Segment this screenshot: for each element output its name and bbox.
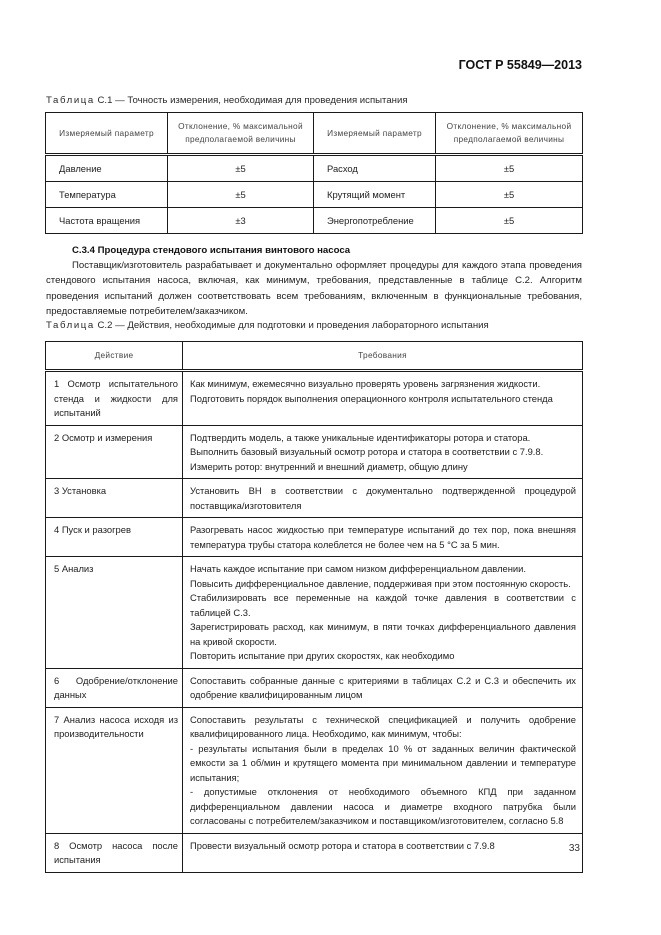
caption-label: Таблица xyxy=(46,95,95,106)
parameter-cell: Давление xyxy=(46,155,168,182)
table-header-row xyxy=(46,342,583,371)
requirement-line: Разогревать насос жидкостью при температуре испытаний до тех пор, пока внешняя температура трубы статора колеблется не более чем на 5 °С за 5 мин. xyxy=(190,524,576,550)
requirement-line: Провести визуальный осмотр ротора и статора в соответствии с 7.9.8 xyxy=(190,839,495,851)
requirement-line: Повысить дифференциальное давление, поддерживая при этом постоянную скорость. xyxy=(190,577,571,589)
caption-text: С.2 — Действия, необходимые для подготовки и проведения лабораторного испытания xyxy=(94,320,489,331)
deviation-cell: ±5 xyxy=(436,182,583,208)
requirement-line: - результаты испытания были в пределах 10 % от заданных величин фактической емкости за 1 об/мин и крутящего момента при минимальном давлении и температуре испытания; xyxy=(190,742,576,783)
requirement-line: - допустимые отклонения от необходимого объемного КПД при заданном дифференциальном давлении насоса и диаметре входного патрубка были согласованы с потребителем/заказчиком и поставщиком/изготовителем, согласно 5.8 xyxy=(190,786,576,826)
table-row xyxy=(46,668,583,707)
table-c1-caption xyxy=(46,95,408,106)
table-c2-lab-test-actions xyxy=(45,341,583,873)
requirements-cell xyxy=(183,518,583,557)
requirement-line: Начать каждое испытание при самом низком дифференциальном давлении. xyxy=(190,563,527,574)
requirements-cell xyxy=(183,479,583,518)
column-header: Измеряемый параметр xyxy=(46,113,168,155)
column-header-action: Действие xyxy=(46,342,183,371)
requirement-line: Стабилизировать все переменные на каждой точке давления в соответствии с таблицей С.3. xyxy=(190,592,576,618)
column-header: Отклонение, % максимальной предполагаемой величины xyxy=(436,113,583,155)
deviation-cell: ±3 xyxy=(168,208,314,234)
table-header-row xyxy=(46,113,583,155)
table-row xyxy=(46,479,583,518)
table-row xyxy=(46,833,583,872)
caption-text: С.1 — Точность измерения, необходимая для проведения испытания xyxy=(94,95,408,106)
table-row xyxy=(46,557,583,669)
deviation-cell: ±5 xyxy=(168,182,314,208)
column-header-requirements: Требования xyxy=(183,342,583,371)
action-cell: 7 Анализ насоса исходя из производительности xyxy=(46,707,183,833)
column-header: Измеряемый параметр xyxy=(314,113,436,155)
section-paragraph: Поставщик/изготовитель разрабатывает и документально оформляет процедуры для каждого этапа проведения стендового испытания насоса, включая, как минимум, требования, представленные в таблице С.2. Алгоритм проведения испытаний должен соответствовать всем требованиям, включенным в функциональные требования, предоставляемые потребителем/заказчиком. xyxy=(46,260,582,317)
requirement-line: Сопоставить результаты с технической спецификацией и получить одобрение квалифицированного лица. Необходимо, как минимум, чтобы: xyxy=(190,713,576,739)
requirements-cell xyxy=(183,371,583,426)
requirement-line: Подготовить порядок выполнения операционного контроля испытательного стенда xyxy=(190,392,553,404)
action-cell: 8 Осмотр насоса после испытания xyxy=(46,833,183,872)
caption-label: Таблица xyxy=(46,320,95,331)
action-cell: 2 Осмотр и измерения xyxy=(46,425,183,479)
table-row xyxy=(46,208,583,234)
table-c1-measurement-accuracy xyxy=(45,112,583,234)
requirements-cell xyxy=(183,668,583,707)
table-row xyxy=(46,182,583,208)
table-row xyxy=(46,155,583,182)
requirement-line: Сопоставить собранные данные с критериями в таблицах С.2 и С.3 и обеспечить их одобрение квалифицированным лицом xyxy=(190,674,576,700)
table-row xyxy=(46,707,583,833)
requirements-cell xyxy=(183,833,583,872)
action-cell: 1 Осмотр испытательного стенда и жидкости для испытаний xyxy=(46,371,183,426)
requirement-line: Повторить испытание при других скоростях, как необходимо xyxy=(190,650,455,661)
requirement-line: Измерить ротор: внутренний и внешний диаметр, общую длину xyxy=(190,460,468,472)
requirements-cell xyxy=(183,425,583,479)
parameter-cell: Расход xyxy=(314,155,436,182)
page-number: 33 xyxy=(568,843,580,854)
deviation-cell: ±5 xyxy=(168,155,314,182)
parameter-cell: Крутящий момент xyxy=(314,182,436,208)
table-row xyxy=(46,371,583,426)
requirement-line: Зарегистрировать расход, как минимум, в пяти точках дифференциального давления на кривой скорости. xyxy=(190,621,576,647)
requirements-cell xyxy=(183,557,583,669)
action-cell: 6 Одобрение/отклонение данных xyxy=(46,668,183,707)
column-header: Отклонение, % максимальной предполагаемой величины xyxy=(168,113,314,155)
deviation-cell: ±5 xyxy=(436,208,583,234)
parameter-cell: Температура xyxy=(46,182,168,208)
table-row xyxy=(46,518,583,557)
section-c-3-4 xyxy=(46,243,582,319)
standard-number-header: ГОСТ Р 55849—2013 xyxy=(458,58,582,72)
parameter-cell: Энергопотребление xyxy=(314,208,436,234)
action-cell: 4 Пуск и разогрев xyxy=(46,518,183,557)
requirements-cell xyxy=(183,707,583,833)
action-cell: 5 Анализ xyxy=(46,557,183,669)
parameter-cell: Частота вращения xyxy=(46,208,168,234)
action-cell: 3 Установка xyxy=(46,479,183,518)
requirement-line: Установить ВН в соответствии с документально подтвержденной процедурой поставщика/изготовителя xyxy=(190,485,576,511)
section-heading: С.3.4 Процедура стендового испытания винтового насоса xyxy=(72,245,351,256)
table-row xyxy=(46,425,583,479)
requirement-line: Подтвердить модель, а также уникальные идентификаторы ротора и статора. xyxy=(190,431,531,443)
table-c2-caption xyxy=(46,320,489,331)
requirement-line: Как минимум, ежемесячно визуально проверять уровень загрязнения жидкости. xyxy=(190,378,541,389)
deviation-cell: ±5 xyxy=(436,155,583,182)
requirement-line: Выполнить базовый визуальный осмотр ротора и статора в соответствии с 7.9.8. xyxy=(190,446,544,457)
